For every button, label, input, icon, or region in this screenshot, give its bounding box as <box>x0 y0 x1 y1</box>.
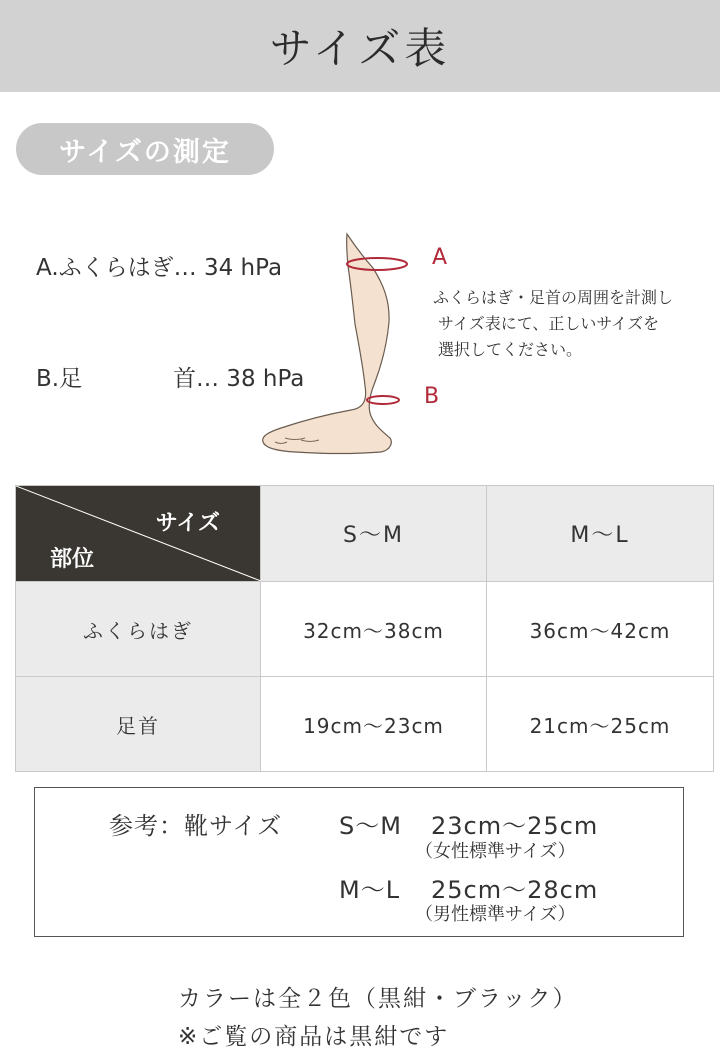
header-bar <box>0 0 720 92</box>
shoe-note: （男性標準サイズ） <box>415 904 576 925</box>
shoe-reference-label: 参考：靴サイズ <box>109 812 283 840</box>
marker-a: A <box>432 245 448 270</box>
ankle-measurement-prefix: B.足 <box>36 366 83 392</box>
shoe-note: （女性標準サイズ） <box>415 841 576 862</box>
row-header: 足首 <box>16 677 261 772</box>
note-line: 選択してください。 <box>438 340 583 359</box>
page-title: サイズ表 <box>269 24 451 73</box>
leg-illustration <box>255 226 425 466</box>
table-row <box>16 582 714 677</box>
section-label-text: サイズの測定 <box>59 136 231 168</box>
corner-size-label: サイズ <box>155 511 220 536</box>
section-label <box>16 123 274 175</box>
column-header: M～L <box>487 486 714 582</box>
note-line: サイズ表にて、正しいサイズを <box>438 314 660 333</box>
shoe-size: S～M <box>339 812 402 840</box>
marker-b: B <box>424 384 440 409</box>
shoe-range: 23cm～25cm <box>431 812 599 840</box>
table-row <box>16 677 714 772</box>
table-cell: 36cm～42cm <box>487 582 714 677</box>
color-options-text: カラーは全２色（黒紺・ブラック） <box>178 986 578 1012</box>
table-cell: 21cm～25cm <box>487 677 714 772</box>
table-corner-cell <box>16 486 261 582</box>
column-header: S～M <box>261 486 487 582</box>
row-header: ふくらはぎ <box>16 582 261 677</box>
note-line: ふくらはぎ・足首の周囲を計測し <box>433 288 674 307</box>
table-cell: 32cm～38cm <box>261 582 487 677</box>
measurement-note <box>433 285 720 363</box>
size-table <box>15 485 714 772</box>
table-header-row <box>16 486 714 582</box>
shoe-size: M～L <box>339 876 401 904</box>
shoe-range: 25cm～28cm <box>431 876 599 904</box>
ankle-measurement-suffix: 首… 38 hPa <box>173 366 305 392</box>
table-cell: 19cm～23cm <box>261 677 487 772</box>
product-color-note: ※ご覧の商品は黒紺です <box>178 1024 450 1050</box>
shoe-size-reference <box>34 787 684 937</box>
calf-measurement: A.ふくらはぎ… 34 hPa <box>36 255 283 281</box>
corner-part-label: 部位 <box>50 547 95 572</box>
